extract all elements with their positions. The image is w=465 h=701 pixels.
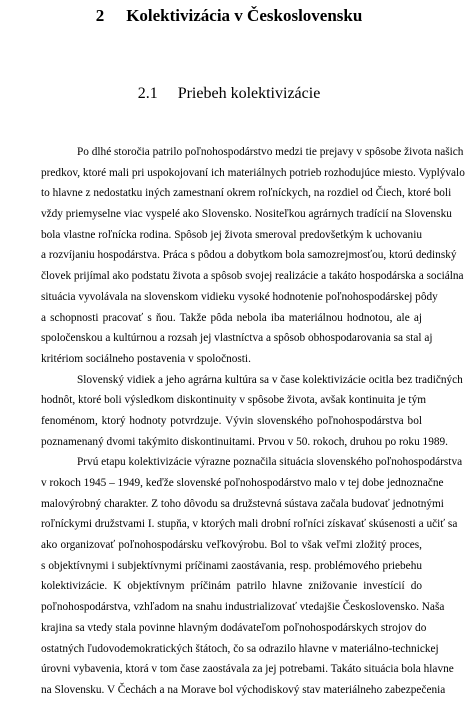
text-line: ako organizovať poľnohospodársku veľkovýrobu. Bol to však veľmi zložitý proces, xyxy=(41,539,422,552)
text-line: fenoménom, ktorý hodnoty potvrdzuje. Vývin slovenského poľnohospodárstva bol xyxy=(41,414,422,427)
text-line: malovýrobný charakter. Z toho dôvodu sa družstevná sústava začala budovať jednotnými xyxy=(41,497,444,510)
text-line: poľnohospodárstva, vzhľadom na snahu industrializovať vtedajšie Československo. Naša xyxy=(41,601,445,614)
text-line: na Slovensku. V Čechách a na Morave bol východiskový stav materiálneho zabezpečenia xyxy=(41,683,446,696)
body-text xyxy=(41,142,465,701)
text-line: krajina sa vtedy stala povinne hlavným dodávateľom poľnohospodárskych strojov do xyxy=(41,621,427,634)
section-number: 2.1 xyxy=(137,85,158,102)
text-line: Po dlhé storočia patrilo poľnohospodárstvo medzi tie prejavy v spôsobe života našich xyxy=(77,146,464,158)
text-line: kolektivizácie. K objektívnym príčinám patrilo hlavne znižovanie investícií do xyxy=(41,580,422,593)
text-line: hodnôt, ktoré boli výsledkom diskontinuity v spôsobe života, avšak kontinuita je tým xyxy=(41,394,426,407)
chapter-number: 2 xyxy=(95,6,105,25)
section-title: Priebeh kolektivizácie xyxy=(177,85,321,102)
text-line: vždy priemyselne viac vyspelé ako Slovensko. Nositeľkou agrárnych tradícií na Slovensku xyxy=(41,208,452,221)
chapter-title: Kolektivizácia v Československu xyxy=(126,6,363,25)
text-line: ostatných ľudovodemokratických štátoch, čo sa odrazilo hlavne v materiálno-technickej xyxy=(41,642,439,655)
text-line: poznamenaný dvomi takýmito diskontinuitami. Prvou v 50. rokoch, druhou po roku 1989. xyxy=(41,435,448,448)
text-line: to hlavne z nedostatku iných zamestnaní okrem roľníckych, na rozdiel od Čiech, ktoré boli xyxy=(41,187,452,200)
text-line: predkov, ktoré mali pri uspokojovaní ich materiálnych potrieb rozhodujúce miesto. Vyplývalo xyxy=(41,166,465,179)
text-line: bola vlastne roľnícka rodina. Spôsob jej života smeroval predovšetkým k uchovaniu xyxy=(41,228,422,241)
text-line: kritériom sociálneho postavenia v spoločnosti. xyxy=(41,352,251,365)
text-line: s objektívnymi i subjektívnymi príčinami zaostávania, resp. problémového priebehu xyxy=(41,559,422,572)
text-line: roľníckymi družstvami I. stupňa, v ktorých mali drobní roľníci získavať skúsenosti a učiť sa xyxy=(41,518,458,531)
text-line: Slovenský vidiek a jeho agrárna kultúra sa v čase kolektivizácie ocitla bez tradičných xyxy=(77,373,463,386)
text-line: Prvú etapu kolektivizácie výrazne poznačila situácia slovenského poľnohospodárstva xyxy=(77,456,463,469)
text-line: človek prijímal ako podstatu života a spôsob svojej realizácie a takáto hospodárska a sociálna xyxy=(41,270,464,283)
text-line: úrovni vybavenia, ktorá v tom čase zaostávala za jej potrebami. Takáto situácia bola hlavne xyxy=(41,663,454,676)
text-line: v rokoch 1945 – 1949, keďže slovenské poľnohospodárstvo malo v tej dobe jednoznačne xyxy=(41,477,444,489)
text-line: a schopnosti pracovať s ňou. Takže pôda nebola iba materiálnou hodnotou, ale aj xyxy=(41,311,422,324)
text-line: a rozvíjaniu hospodárstva. Práca s pôdou a dobytkom bola samozrejmosťou, ktorú dedinský xyxy=(41,249,457,262)
text-line: spoločenskou a kultúrnou a rozsah jej vlastníctva a spôsob obhospodarovania sa stal aj xyxy=(41,332,433,345)
section-heading xyxy=(0,85,458,103)
text-line: situácia vyvolávala na slovenskom vidieku vysoké hodnotenie poľnohospodárskej pôdy xyxy=(41,290,438,303)
chapter-heading xyxy=(0,6,458,26)
